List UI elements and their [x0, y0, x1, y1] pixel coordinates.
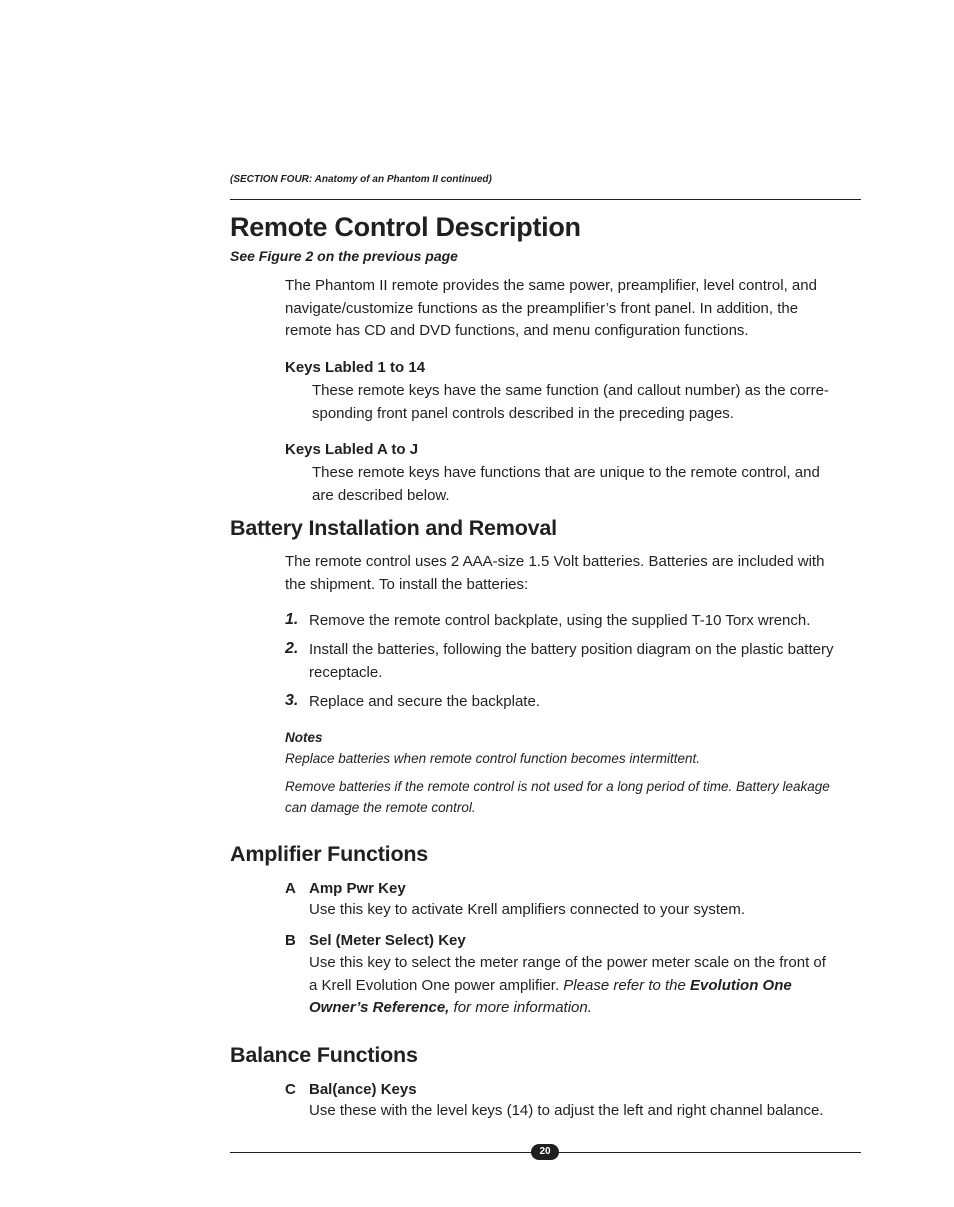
text-line: Remove the remote control backplate, using the supplied T-10 Torx wrench.	[309, 612, 811, 629]
step-number: 3.	[285, 692, 299, 709]
text-line: navigate/customize functions as the preamplifier’s front panel. In addition, the	[285, 299, 799, 317]
text-line: The remote control uses 2 AAA-size 1.5 Volt batteries. Batteries are included with	[285, 553, 825, 570]
note	[285, 776, 830, 818]
text-line	[309, 997, 826, 1020]
text-line: Install the batteries, following the battery position diagram on the plastic battery	[309, 641, 834, 658]
reference-title: Evolution One	[690, 976, 792, 994]
text-line: Replace batteries when remote control function becomes intermittent.	[285, 751, 700, 766]
step-number: 2.	[285, 640, 299, 657]
key-description	[309, 1100, 823, 1123]
italic-span: Please refer to the	[563, 976, 691, 994]
step-text	[309, 610, 810, 633]
key-description	[309, 952, 826, 1020]
step-text	[309, 639, 833, 684]
keys-1-14-description	[312, 380, 829, 425]
page-title: Remote Control Description	[230, 212, 581, 242]
keys-1-14-heading: Keys Labled 1 to 14	[285, 359, 426, 376]
text-line: Use this key to select the meter range of the power meter scale on the front of	[309, 954, 826, 971]
keys-a-j-heading: Keys Labled A to J	[285, 441, 419, 458]
key-name: Amp Pwr Key	[309, 880, 406, 897]
key-name: Bal(ance) Keys	[309, 1081, 417, 1098]
key-letter: A	[285, 880, 296, 897]
text-line: the shipment. To install the batteries:	[285, 575, 529, 593]
text-line: can damage the remote control.	[285, 800, 476, 815]
key-letter: C	[285, 1081, 296, 1098]
step-number: 1.	[285, 611, 299, 628]
text-span: a Krell Evolution One power amplifier.	[309, 976, 564, 994]
step-text	[309, 691, 540, 714]
top-rule	[230, 199, 861, 200]
text-line: Remove batteries if the remote control is not used for a long period of time. Battery leakage	[285, 779, 830, 794]
text-line	[309, 975, 826, 998]
key-name: Sel (Meter Select) Key	[309, 932, 466, 949]
running-head: (SECTION FOUR: Anatomy of an Phantom II continued)	[230, 174, 492, 185]
key-description	[309, 899, 745, 922]
text-line: are described below.	[312, 486, 450, 504]
battery-heading: Battery Installation and Removal	[230, 516, 557, 540]
keys-a-j-description	[312, 462, 820, 507]
page-number: 20	[531, 1144, 559, 1160]
text-line: Replace and secure the backplate.	[309, 693, 540, 710]
text-line: The Phantom II remote provides the same power, preamplifier, level control, and	[285, 277, 817, 294]
battery-intro	[285, 551, 824, 596]
text-line: remote has CD and DVD functions, and menu configuration functions.	[285, 322, 749, 339]
italic-span: for more information.	[449, 999, 592, 1016]
text-line: These remote keys have the same function (and callout number) as the corre-	[312, 382, 829, 399]
key-letter: B	[285, 932, 296, 949]
text-line: Use this key to activate Krell amplifiers connected to your system.	[309, 901, 746, 918]
text-line: receptacle.	[309, 663, 383, 681]
note	[285, 748, 700, 769]
page-subtitle: See Figure 2 on the previous page	[230, 248, 458, 264]
balance-heading: Balance Functions	[230, 1043, 418, 1067]
text-line: sponding front panel controls described in the preceding pages.	[312, 404, 734, 422]
intro-paragraph	[285, 275, 817, 343]
text-line: These remote keys have functions that are unique to the remote control, and	[312, 464, 820, 481]
reference-title: Owner’s Reference,	[309, 999, 450, 1016]
text-line: Use these with the level keys (14) to adjust the left and right channel balance.	[309, 1102, 824, 1119]
notes-heading: Notes	[285, 730, 323, 745]
amplifier-heading: Amplifier Functions	[230, 842, 429, 866]
